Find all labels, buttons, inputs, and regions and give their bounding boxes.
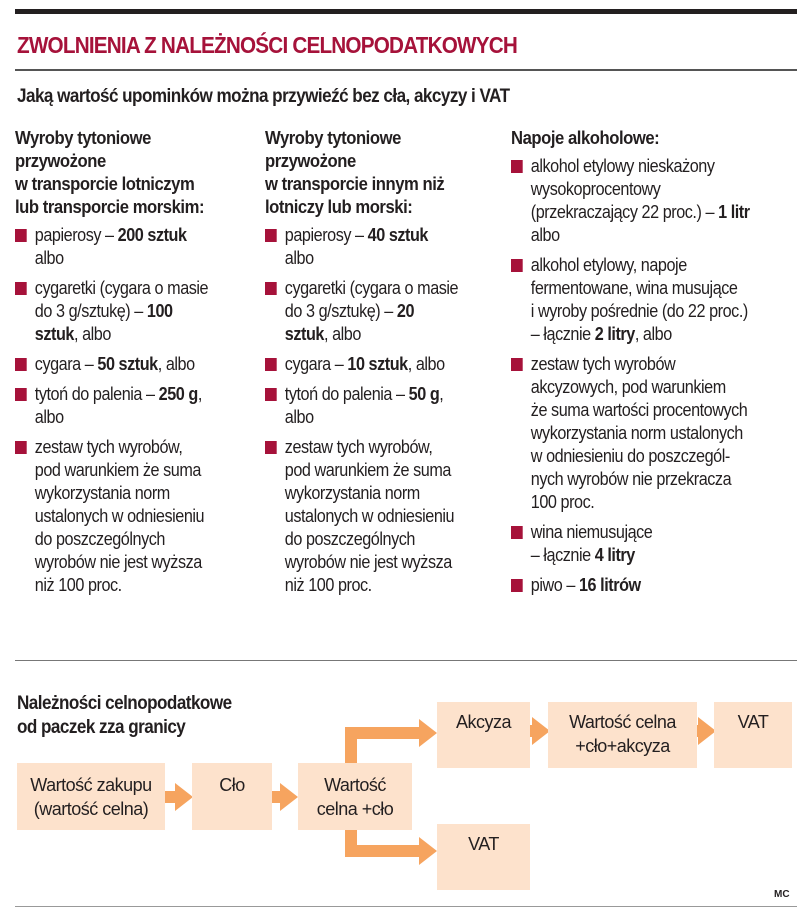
item-text: cygara – [284, 354, 348, 374]
item-amount: 250 g [158, 384, 198, 404]
bullet-square-icon [511, 579, 523, 592]
box-value-plus-duty: Wartość celna +cło [298, 763, 412, 830]
arrow-right-icon [280, 783, 298, 811]
item-text: tytoń do palenia – [284, 384, 409, 404]
list-item [15, 224, 258, 270]
item-amount: 100 sztuk [34, 301, 173, 344]
arrow-right-icon [419, 719, 437, 747]
item-amount: 2 litry [594, 324, 635, 344]
box-vat-bottom: VAT [437, 824, 530, 890]
item-text: alkohol etylowy, napoje fermentowane, wina musujące i wyroby pośrednie (do 22 proc.) – łącznie [530, 255, 748, 344]
item-amount: 16 litrów [578, 575, 641, 595]
item-text: zestaw tych wyrobów, pod warunkiem że suma wykorzystania norm ustalonych w odniesieniu do poszczególnych wyrobów nie jest wyższa niż 100 proc. [34, 437, 205, 595]
bullet-square-icon [15, 388, 27, 401]
bullet-square-icon [265, 229, 277, 242]
item-text: piwo – [530, 575, 579, 595]
list-item [511, 254, 790, 346]
arrow-shaft [345, 845, 421, 857]
list-item [15, 277, 258, 346]
item-amount: 20 sztuk [284, 301, 415, 344]
bullet-square-icon [511, 358, 523, 371]
divider [15, 69, 797, 71]
column-alcohol [511, 126, 790, 604]
box-excise: Akcyza [437, 702, 530, 768]
box-vat-top: VAT [714, 702, 792, 768]
box-duty: Cło [192, 763, 272, 830]
item-text: papierosy – [284, 225, 368, 245]
item-amount: 40 sztuk [367, 225, 428, 245]
item-text: cygara – [34, 354, 98, 374]
bullet-square-icon [265, 441, 277, 454]
item-text: , albo [407, 354, 445, 374]
main-title: ZWOLNIENIA Z NALEŻNOŚCI CELNOPODATKOWYCH [17, 32, 518, 58]
item-text: cygaretki (cygara o masie do 3 g/sztukę) – [34, 278, 209, 321]
bullet-square-icon [15, 441, 27, 454]
item-amount: 10 sztuk [347, 354, 408, 374]
item-text: papierosy – [34, 225, 118, 245]
list-item [15, 383, 258, 429]
arrow-shaft [345, 727, 421, 739]
item-text: zestaw tych wyrobów, pod warunkiem że suma wykorzystania norm ustalonych w odniesieniu do poszczególnych wyrobów nie jest wyższa niż 100 proc. [284, 437, 455, 595]
subtitle: Jaką wartość upominków można przywieźć bez cła, akcyzy i VAT [17, 86, 510, 107]
bullet-square-icon [15, 282, 27, 295]
column-heading: Wyroby tytoniowe przywożone w transporcie lotniczym lub transporcie morskim: [15, 127, 205, 217]
item-text: zestaw tych wyrobów akcyzowych, pod warunkiem że suma wartości procentowych wykorzystania norm ustalonych w odniesieniu do poszczegól- nych wyrobów nie przekracza 100 proc. [530, 354, 748, 512]
bullet-square-icon [265, 282, 277, 295]
item-text: , albo [323, 324, 361, 344]
list-item [511, 574, 790, 597]
list-item [511, 353, 790, 514]
item-text: albo [530, 225, 560, 245]
item-text: tytoń do palenia – [34, 384, 159, 404]
divider [15, 660, 797, 661]
list-item [265, 353, 508, 376]
arrow-right-icon [175, 783, 193, 811]
item-amount: 4 litry [594, 545, 635, 565]
item-text: , albo [284, 384, 444, 427]
item-text: alkohol etylowy nieskażony wysokoprocentowy (przekraczający 22 proc.) – [530, 156, 715, 222]
item-text: , albo [634, 324, 672, 344]
item-text: albo [34, 248, 64, 268]
column-tobacco-air-sea [15, 126, 258, 604]
item-amount: 50 sztuk [97, 354, 158, 374]
list-item [15, 436, 258, 597]
list-item [265, 224, 508, 270]
author-credit: MC [774, 889, 790, 900]
bullet-square-icon [511, 160, 523, 173]
bullet-square-icon [511, 259, 523, 272]
bullet-square-icon [15, 358, 27, 371]
bullet-square-icon [511, 526, 523, 539]
item-text: albo [284, 248, 314, 268]
bullet-square-icon [265, 358, 277, 371]
column-heading: Wyroby tytoniowe przywożone w transporcie innym niż lotniczy lub morski: [265, 127, 445, 217]
list-item [265, 277, 508, 346]
bottom-rule [15, 906, 797, 907]
item-text: , albo [157, 354, 195, 374]
item-text: , albo [73, 324, 111, 344]
arrow-right-icon [419, 837, 437, 865]
item-amount: 200 sztuk [117, 225, 187, 245]
column-heading: Napoje alkoholowe: [511, 127, 660, 148]
item-amount: 50 g [408, 384, 440, 404]
box-value-duty-excise: Wartość celna +cło+akcyza [548, 702, 697, 768]
list-item [265, 383, 508, 429]
item-text: cygaretki (cygara o masie do 3 g/sztukę) – [284, 278, 459, 321]
list-item [265, 436, 508, 597]
top-bar [15, 9, 797, 14]
item-amount: 1 litr [718, 202, 750, 222]
list-item [15, 353, 258, 376]
item-text: wina niemusujące – łącznie [530, 522, 653, 565]
list-item [511, 521, 790, 567]
bullet-square-icon [15, 229, 27, 242]
list-item [511, 155, 790, 247]
box-purchase-value: Wartość zakupu (wartość celna) [17, 763, 165, 830]
flow-heading: Należności celnopodatkowe od paczek zza granicy [17, 693, 232, 738]
item-text: , albo [34, 384, 202, 427]
column-tobacco-other [265, 126, 508, 604]
bullet-square-icon [265, 388, 277, 401]
